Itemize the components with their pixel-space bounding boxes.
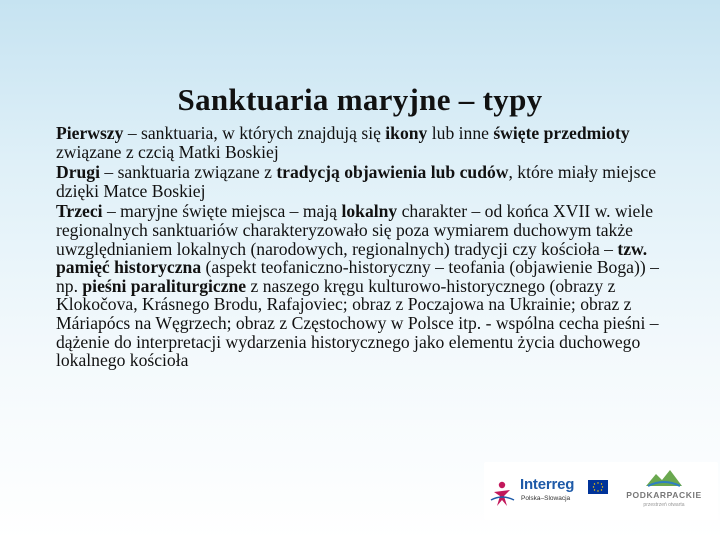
bold-phrase: ikony (385, 123, 428, 143)
bold-phrase: tzw. pamięć historyczna (56, 238, 648, 278)
interreg-figure-icon (490, 480, 516, 508)
text-run: – sanktuaria związane z (99, 162, 277, 183)
text-run: związane z czcią Matki Boskiej (56, 141, 279, 162)
slide-title: Sanktuaria maryjne – typy (177, 82, 543, 117)
bold-phrase: Drugi (56, 162, 100, 183)
podkarpackie-wordmark: PODKARPACKIE (626, 490, 702, 500)
bold-phrase: święte przedmioty (493, 123, 630, 143)
text-run: – maryjne święte miejsca – mają (102, 201, 342, 222)
text-run: , które miały miejsce dzięki Matce Boskiej (56, 162, 657, 201)
bold-phrase: Trzeci (56, 201, 103, 222)
podkarpackie-mountains-icon (644, 468, 684, 488)
bold-phrase: Pierwszy (56, 123, 124, 143)
bold-phrase: tradycją objawienia lub cudów (276, 162, 509, 183)
podkarpackie-logo (614, 468, 714, 514)
interreg-subtitle: Polska–Slowacja (521, 495, 571, 502)
text-run: z naszego kręgu kulturowo-historycznego (obrazy z Klokočova, Krásnego Brodu, Rafajoviec; obraz z Poczajowa na Ukrainie; obraz z Máriapócs na Węgrzech; obraz z Częstochowy w Polsce itp. - wspólna cecha pieśni – dążenie do interpretacji wydarzenia historycznego jako elementu życia duchowego lokalnego kościoła (56, 275, 659, 371)
text-run: (aspekt teofaniczno-historyczny – teofania (objawienie Boga)) – np. (56, 257, 659, 296)
interreg-wordmark: Interreg (520, 476, 575, 493)
paragraph-type-first (56, 124, 676, 161)
paragraph-type-second (56, 163, 676, 200)
partner-logos (484, 462, 718, 520)
slide-body (56, 124, 676, 372)
text-run: charakter – od końca XVII w. wiele regionalnych sanktuariów charakteryzowało się poza wymiarem duchowym także uwzględnianiem lokalnych (narodowych, regionalnych) tradycji czy kościoła – (56, 201, 654, 259)
paragraph-type-third (56, 202, 676, 369)
bold-phrase: lokalny (341, 201, 398, 222)
text-run: – sanktuaria, w których znajdują się (123, 123, 386, 143)
bold-phrase: pieśni paraliturgiczne (82, 275, 247, 296)
eu-flag-icon (588, 480, 608, 494)
interreg-logo (490, 470, 600, 514)
podkarpackie-subtitle: przestrzeń otwarta (643, 502, 685, 508)
text-run: lub inne (427, 123, 494, 143)
